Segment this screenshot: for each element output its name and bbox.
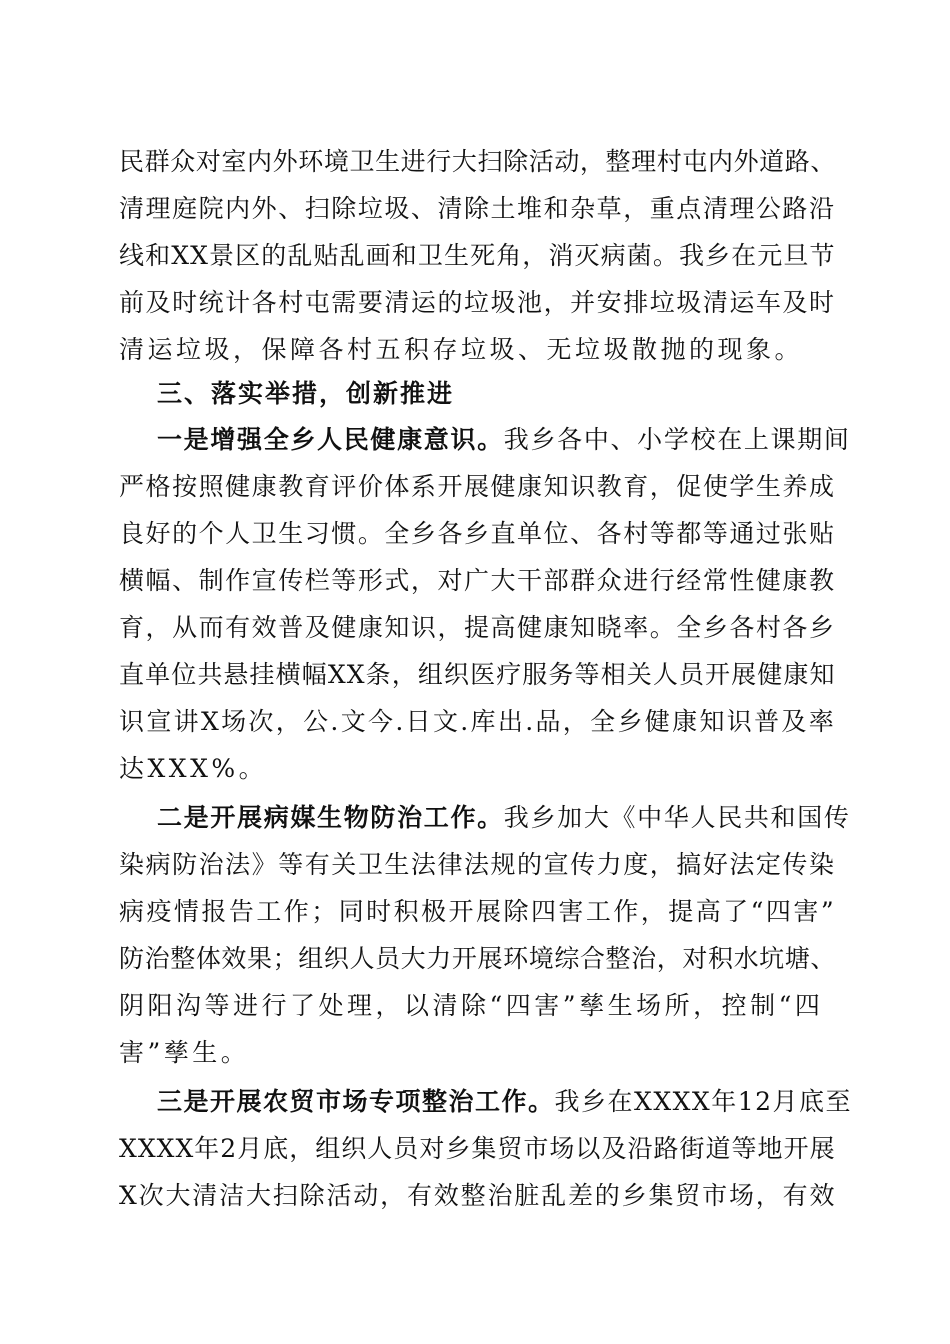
- text-line: 识宣讲X场次，公.文今.日文.库出.品，全乡健康知识普及率: [119, 707, 837, 736]
- text-line: 良好的个人卫生习惯。全乡各乡直单位、各村等都等通过张贴: [119, 519, 836, 548]
- text-line: X次大清洁大扫除活动，有效整治脏乱差的乡集贸市场，有效: [119, 1181, 837, 1210]
- text-line: 育，从而有效普及健康知识，提高健康知晓率。全乡各村各乡: [119, 613, 836, 642]
- paragraph-lead: 三是开展农贸市场专项整治工作。: [157, 1087, 555, 1116]
- text-line: XXXX年2月底，组织人员对乡集贸市场以及沿路街道等地开展: [119, 1134, 836, 1163]
- paragraph-first-line: [157, 423, 851, 457]
- paragraph-lead: 一是增强全乡人民健康意识。: [157, 425, 504, 454]
- text-line: 清理庭院内外、扫除垃圾、清除土堆和杂草，重点清理公路沿: [119, 194, 836, 223]
- text-line: 病疫情报告工作；同时积极开展除四害工作，提高了“四害”: [119, 897, 837, 926]
- text-line: 达XXX%。: [119, 754, 268, 783]
- text-line: 清运垃圾，保障各村五积存垃圾、无垃圾散抛的现象。: [119, 335, 804, 364]
- paragraph-text: 我乡各中、小学校在上课期间: [503, 425, 851, 454]
- text-line: 严格按照健康教育评价体系开展健康知识教育，促使学生养成: [119, 472, 836, 501]
- text-line: 线和XX景区的乱贴乱画和卫生死角，消灭病菌。我乡在元旦节: [119, 241, 836, 270]
- text-line: 防治整体效果；组织人员大力开展环境综合整治，对积水坑塘、: [119, 944, 837, 973]
- paragraph-lead: 二是开展病媒生物防治工作。: [157, 803, 504, 832]
- section-heading: 三、落实举措，创新推进: [157, 379, 455, 408]
- text-line: 染病防治法》等有关卫生法律法规的宣传力度，搞好法定传染: [119, 850, 836, 879]
- paragraph-first-line: [157, 801, 851, 835]
- paragraph-first-line: [157, 1085, 852, 1119]
- text-line: 横幅、制作宣传栏等形式，对广大干部群众进行经常性健康教: [119, 566, 836, 595]
- text-line: 直单位共悬挂横幅XX条，组织医疗服务等相关人员开展健康知: [119, 660, 836, 689]
- text-line: 前及时统计各村屯需要清运的垃圾池，并安排垃圾清运车及时: [119, 288, 836, 317]
- text-line: 阴阳沟等进行了处理，以清除“四害”孳生场所，控制“四: [119, 991, 824, 1020]
- paragraph-text: 我乡在XXXX年12月底至: [554, 1087, 853, 1116]
- text-line: 民群众对室内外环境卫生进行大扫除活动，整理村屯内外道路、: [119, 147, 837, 176]
- text-line: 害”孳生。: [119, 1038, 250, 1067]
- paragraph-text: 我乡加大《中华人民共和国传: [503, 803, 851, 832]
